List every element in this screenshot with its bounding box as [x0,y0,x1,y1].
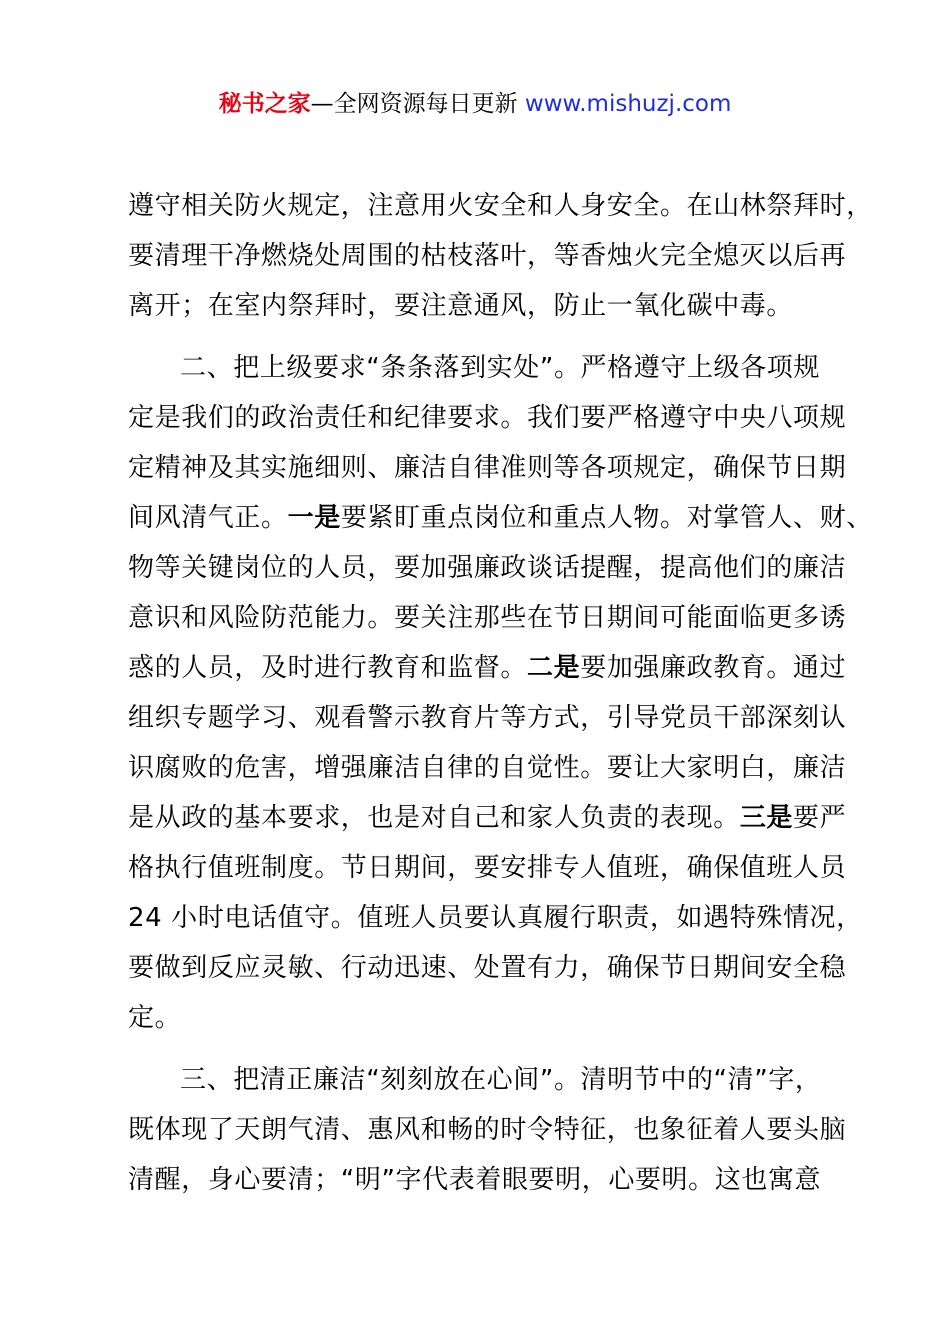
text-segment: 间风清气正。 [128,503,288,533]
text-line: 定精神及其实施细则、廉洁自律准则等各项规定，确保节日期 [128,453,847,483]
text-line: 定。 [128,1003,182,1033]
section-heading-line: 三、把清正廉洁“刻刻放在心间”。清明节中的“清”字， [180,1065,822,1095]
text-segment: 要加强廉政教育。通过 [580,653,847,683]
text-line [128,643,847,693]
emphasis-label: 三是 [739,803,794,833]
text-line: 离开；在室内祭拜时，要注意通风，防止一氧化碳中毒。 [128,291,794,321]
paragraph-2 [128,343,873,1043]
text-line: 24 小时电话值守。值班人员要认真履行职责，如遇特殊情况， [128,903,863,933]
text-line: 物等关键岗位的人员，要加强廉政谈话提醒，提高他们的廉洁 [128,553,847,583]
text-segment: 要严 [793,803,847,833]
text-line: 要做到反应灵敏、行动迅速、处置有力，确保节日期间安全稳 [128,953,847,983]
page-header [0,86,950,122]
text-line: 格执行值班制度。节日期间，要安排专人值班，确保值班人员 [128,853,847,883]
text-line: 组织专题学习、观看警示教育片等方式，引导党员干部深刻认 [128,703,847,733]
section-heading-line: 二、把上级要求“条条落到实处”。严格遵守上级各项规 [180,353,820,383]
text-line: 要清理干净燃烧处周围的枯枝落叶，等香烛火完全熄灭以后再 [128,241,847,271]
emphasis-label: 二是 [527,653,581,683]
paragraph-1 [128,181,873,331]
text-line: 既体现了天朗气清、惠风和畅的时令特征，也象征着人要头脑 [128,1115,847,1145]
text-line: 清醒，身心要清；“明”字代表着眼要明，心要明。这也寓意 [128,1165,822,1195]
brand-name: 秘书之家 [218,91,311,117]
text-line [128,493,873,543]
text-line: 遵守相关防火规定，注意用火安全和人身安全。在山林祭拜时， [128,191,873,221]
text-line: 意识和风险防范能力。要关注那些在节日期间可能面临更多诱 [128,603,847,633]
header-tagline: —全网资源每日更新 [310,91,518,117]
text-segment: 要紧盯重点岗位和重点人物。对掌管人、财、 [340,503,873,533]
text-segment: 是从政的基本要求，也是对自己和家人负责的表现。 [128,803,740,833]
document-body [128,181,873,1205]
text-line: 识腐败的危害，增强廉洁自律的自觉性。要让大家明白，廉洁 [128,753,847,783]
header-url-link[interactable]: www.mishuzj.com [524,91,732,117]
text-segment: 惑的人员，及时进行教育和监督。 [128,653,528,683]
text-line [128,793,847,843]
text-line: 定是我们的政治责任和纪律要求。我们要严格遵守中央八项规 [128,403,847,433]
emphasis-label: 一是 [287,503,341,533]
paragraph-3 [128,1055,847,1205]
